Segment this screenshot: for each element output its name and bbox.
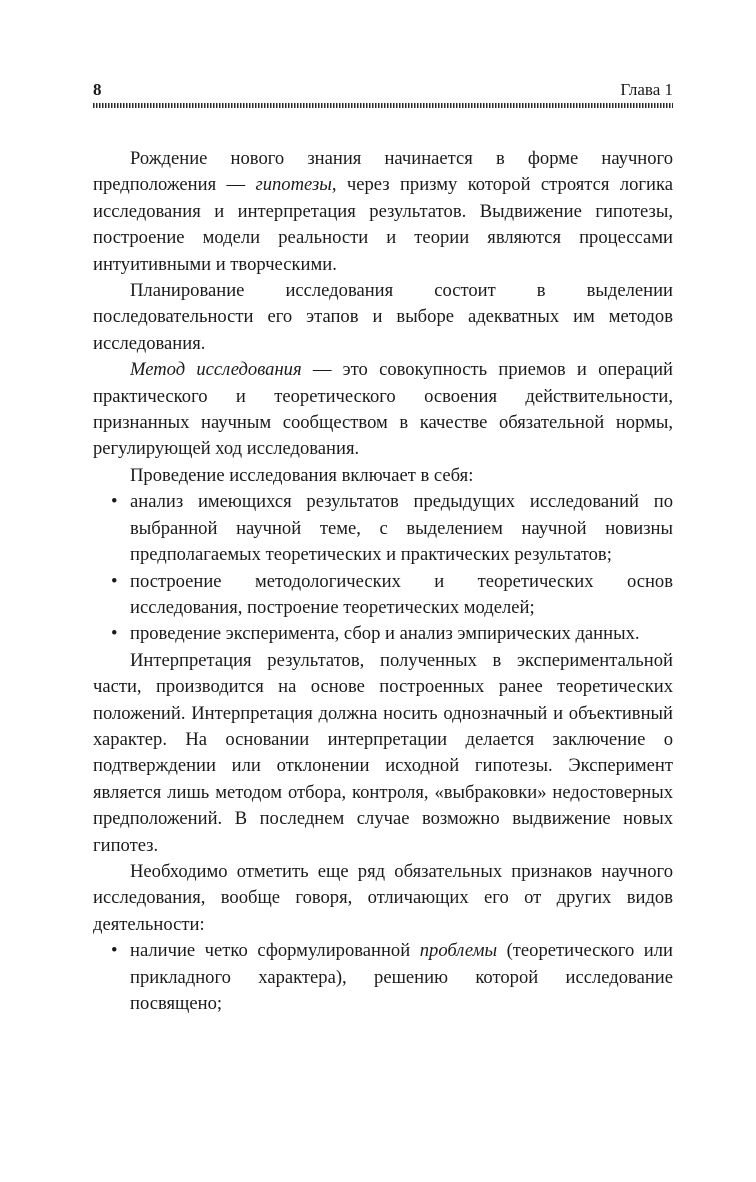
body-text (93, 146, 673, 1017)
paragraph-hypothesis (93, 146, 673, 278)
paragraph-conducting: Проведение исследования включает в себя: (130, 464, 474, 486)
chapter-title: Глава 1 (620, 80, 673, 99)
research-features-list (93, 938, 673, 1017)
paragraph-interpretation: Интерпретация результатов, полученных в экспериментальной части, производится на основе построенных ранее теоретических положений. Интерпретация должна носить однозначный и объективный характер. На основании интерпретации делается заключение о подтверждении или отклонении исходной гипотезы. Эксперимент является лишь методом отбора, контроля, «выбраковки» недостоверных предположений. В последнем случае возможно выдвижение новых гипотез. (93, 649, 673, 856)
page-number: 8 (93, 80, 102, 99)
paragraph-features: Необходимо отметить еще ряд обязательных признаков научного исследования, вообще говоря, отличающих его от других видов деятельности: (93, 860, 673, 935)
bullet-icon: • (111, 570, 118, 592)
list-item (93, 621, 673, 647)
running-head (93, 80, 673, 102)
list-item-text: (теоретического или прикладного характера), решению которой исследование посвящено; (130, 940, 673, 1014)
paragraph-planning: Планирование исследования состоит в выделении последовательности его этапов и выборе адекватных им методов исследования. (93, 280, 673, 354)
list-item-text: анализ имеющихся результатов предыдущих исследований по выбранной научной теме, с выделением научной новизны предполагаемых теоретических и практических результатов; (130, 491, 673, 566)
paragraph-text: , через призму которой строятся логика исследования и интерпретация результатов. Выдвижение гипотезы, построение модели реальности и теории являются процессами интуитивными и творческими. (93, 174, 673, 275)
list-item (93, 569, 673, 622)
paragraph-text: Рождение нового знания начинается в форме научного предположения — (93, 148, 673, 196)
paragraph-method (93, 357, 673, 463)
list-item-text: проведение эксперимента, сбор и анализ эмпирических данных. (130, 623, 640, 645)
header-rule (93, 103, 673, 108)
term-hypothesis: гипотезы (255, 174, 332, 196)
bullet-icon: • (111, 623, 118, 645)
paragraph-text: — это совокупность приемов и операций практического и теоретического освоения действительности, признанных научным сообществом в качестве обязательной нормы, регулирующей ход исследования. (93, 359, 673, 460)
term-method: Метод исследования (130, 359, 302, 381)
research-steps-list (93, 489, 673, 647)
list-item (93, 938, 673, 1017)
list-item-text: построение методологических и теоретических основ исследования, построение теоретических моделей; (130, 570, 673, 618)
bullet-icon: • (111, 940, 118, 962)
list-item-text: наличие четко сформулированной (130, 940, 420, 962)
list-item (93, 489, 673, 568)
bullet-icon: • (111, 491, 118, 513)
term-problem: проблемы (419, 940, 498, 962)
